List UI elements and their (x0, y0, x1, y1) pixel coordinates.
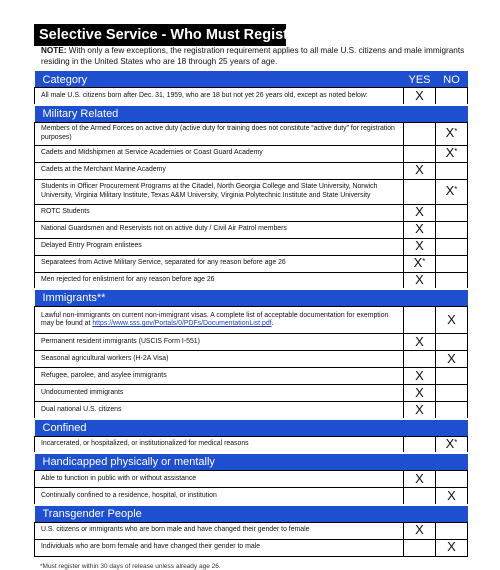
no-mark-cell (436, 471, 468, 488)
no-mark-cell (436, 272, 468, 289)
row-category-text: Permanent resident immigrants (USCIS Form I-551) (35, 334, 404, 351)
table-row (35, 539, 468, 556)
yes-mark: X (413, 255, 423, 271)
table-row (35, 255, 468, 272)
yes-mark-cell (404, 385, 436, 402)
table-row (35, 307, 468, 334)
row-category-text: Cadets at the Merchant Marine Academy (35, 162, 404, 179)
no-mark-cell (436, 436, 468, 453)
yes-mark-cell (404, 204, 436, 221)
section-title: Handicapped physically or mentally (35, 453, 468, 471)
header-category: Category (35, 72, 404, 88)
table-row (35, 471, 468, 488)
header-no: NO (436, 72, 468, 88)
page-title: Selective Service - Who Must Register (34, 24, 286, 46)
row-category-text: Able to function in public with or without assistance (35, 471, 404, 488)
no-mark-cell (436, 385, 468, 402)
no-mark-cell (436, 334, 468, 351)
table-row (35, 402, 468, 419)
asterisk-note-marker: * (422, 257, 426, 267)
row-category-text: Cadets and Midshipmen at Service Academies or Coast Guard Academy (35, 145, 404, 162)
yes-mark: X (415, 401, 424, 417)
table-row (35, 145, 468, 162)
documentation-list-link[interactable]: https://www.sss.gov/Portals/0/PDFs/DocumentationList.pdf (92, 320, 272, 327)
no-mark-cell (436, 522, 468, 539)
row-category-text: Individuals who are born female and have changed their gender to male (35, 539, 404, 556)
row-category-text: U.S. citizens or immigrants who are born male and have changed their gender to female (35, 522, 404, 539)
yes-mark-cell (404, 471, 436, 488)
table-row (35, 385, 468, 402)
asterisk-note-marker: * (454, 438, 458, 448)
note-text: With only a few exceptions, the registration requirement applies to all male U.S. citizens and male immigrants residing in the United States who are 18 through 25 years of age. (41, 46, 465, 66)
yes-mark-cell (404, 255, 436, 272)
table-row (35, 351, 468, 368)
section-header (35, 505, 468, 523)
no-mark-cell (436, 238, 468, 255)
table-row (35, 179, 468, 204)
row-category-text: Continually confined to a residence, hospital, or institution (35, 488, 404, 505)
no-mark-cell (436, 162, 468, 179)
yes-mark: X (415, 384, 424, 400)
no-mark-cell (436, 179, 468, 204)
row-category-text: Undocumented immigrants (35, 385, 404, 402)
yes-mark-cell (404, 145, 436, 162)
row-category-text: All male U.S. citizens born after Dec. 31, 1959, who are 18 but not yet 26 years old, except as noted below: (35, 88, 404, 105)
table-row (35, 488, 468, 505)
row-category-text: Incarcerated, or hospitalized, or institutionalized for medical reasons (35, 436, 404, 453)
no-mark: X (445, 436, 455, 452)
section-header (35, 453, 468, 471)
table-row (35, 334, 468, 351)
table-row (35, 221, 468, 238)
row-category-text (35, 307, 404, 334)
row-category-text: Students in Officer Procurement Programs at the Citadel, North Georgia College and State University, Norwich University, Virginia Military Institute, Texas A&M University, Virginia Polytechnic Institute and State University (35, 179, 404, 204)
table-row (35, 204, 468, 221)
row-category-text: ROTC Students (35, 204, 404, 221)
no-mark-cell (436, 351, 468, 368)
yes-mark-cell (404, 307, 436, 334)
section-title: Confined (35, 419, 468, 437)
no-mark-cell (436, 255, 468, 272)
yes-mark: X (415, 221, 424, 237)
table-row (35, 368, 468, 385)
yes-mark: X (415, 204, 424, 220)
yes-mark: X (415, 522, 424, 538)
asterisk-note-marker: * (454, 147, 458, 157)
row-category-text: Delayed Entry Program enlistees (35, 238, 404, 255)
no-mark: X (445, 183, 455, 199)
no-mark-cell (436, 307, 468, 334)
row-category-text: Seasonal agricultural workers (H-2A Visa) (35, 351, 404, 368)
yes-mark-cell (404, 221, 436, 238)
yes-mark-cell (404, 162, 436, 179)
table-row (35, 88, 468, 105)
table-row (35, 272, 468, 289)
row-category-text: Dual national U.S. citizens (35, 402, 404, 419)
yes-mark-cell (404, 122, 436, 145)
yes-mark: X (415, 272, 424, 288)
table-row (35, 238, 468, 255)
no-mark-cell (436, 122, 468, 145)
header-yes: YES (404, 72, 436, 88)
asterisk-note-marker: * (454, 127, 458, 137)
yes-mark-cell (404, 368, 436, 385)
section-header (35, 289, 468, 307)
table-row (35, 122, 468, 145)
note-paragraph (41, 45, 466, 67)
yes-mark-cell (404, 334, 436, 351)
row-category-text: National Guardsmen and Reservists not on active duty / Civil Air Patrol members (35, 221, 404, 238)
table-row (35, 522, 468, 539)
no-mark-cell (436, 488, 468, 505)
no-mark: X (447, 487, 456, 503)
yes-mark-cell (404, 272, 436, 289)
yes-mark: X (415, 367, 424, 383)
yes-mark: X (415, 470, 424, 486)
no-mark: X (445, 145, 455, 161)
table-row (35, 162, 468, 179)
yes-mark: X (415, 162, 424, 178)
section-title: Immigrants** (35, 289, 468, 307)
table-header-row (35, 72, 468, 88)
yes-mark-cell (404, 522, 436, 539)
row-category-text: Separatees from Active Military Service, separated for any reason before age 26 (35, 255, 404, 272)
yes-mark: X (415, 238, 424, 254)
section-title: Military Related (35, 105, 468, 123)
section-title: Transgender People (35, 505, 468, 523)
no-mark-cell (436, 204, 468, 221)
no-mark-cell (436, 145, 468, 162)
registration-table-body (35, 72, 468, 557)
section-header (35, 419, 468, 437)
note-label: NOTE: (41, 46, 67, 55)
registration-table (34, 71, 468, 557)
table-row (35, 436, 468, 453)
yes-mark-cell (404, 179, 436, 204)
no-mark-cell (436, 539, 468, 556)
row-text-before-link: Lawful non-immigrants on current non-immigrant visas. A complete list of acceptable documentation for exemption may be found at (41, 311, 389, 327)
yes-mark-cell (404, 488, 436, 505)
yes-mark-cell (404, 539, 436, 556)
yes-mark-cell (404, 402, 436, 419)
yes-mark-cell (404, 238, 436, 255)
no-mark: X (447, 539, 456, 555)
yes-mark: X (404, 88, 436, 105)
yes-mark-cell (404, 436, 436, 453)
no-mark-cell (436, 402, 468, 419)
section-header (35, 105, 468, 123)
no-mark-cell (436, 221, 468, 238)
row-text-after-link: . (271, 320, 274, 327)
row-category-text: Members of the Armed Forces on active duty (active duty for training does not constitute “active duty” for registration purposes) (35, 122, 404, 145)
asterisk-note-marker: * (454, 185, 458, 195)
yes-mark-cell (404, 351, 436, 368)
no-mark (436, 88, 468, 105)
no-mark: X (445, 125, 455, 141)
row-category-text: Men rejected for enlistment for any reason before age 26 (35, 272, 404, 289)
yes-mark: X (415, 333, 424, 349)
no-mark: X (447, 311, 456, 327)
no-mark-cell (436, 368, 468, 385)
footnote: *Must register within 30 days of release unless already age 26. (40, 563, 221, 570)
row-category-text: Refugee, parolee, and asylee immigrants (35, 368, 404, 385)
no-mark: X (447, 350, 456, 366)
